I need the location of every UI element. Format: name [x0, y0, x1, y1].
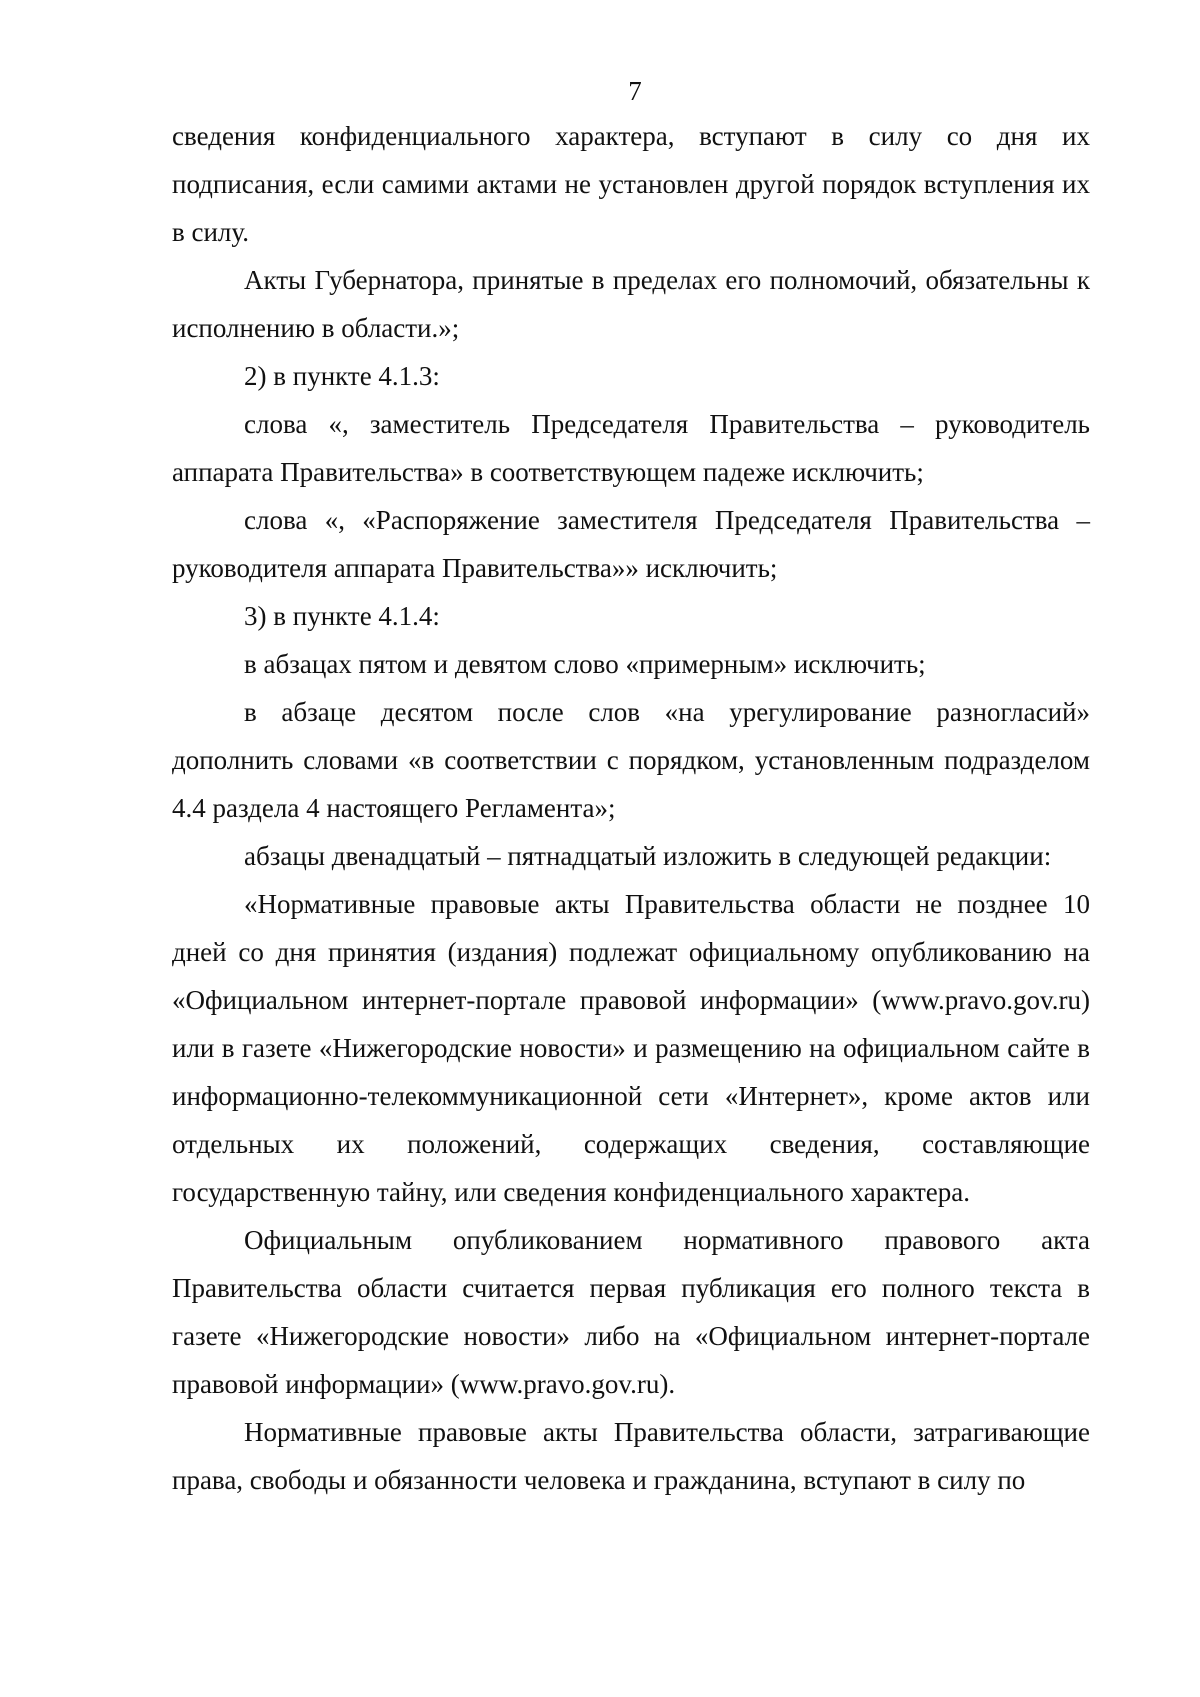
page-number: 7 [628, 76, 642, 106]
paragraph-9: абзацы двенадцатый – пятнадцатый изложить в следующей редакции: [244, 841, 1052, 871]
paragraph-12: Нормативные правовые акты Правительства области, затрагивающие права, свободы и обязанности человека и гражданина, вступают в силу по [172, 1417, 1090, 1495]
paragraph-3: 2) в пункте 4.1.3: [244, 361, 440, 391]
paragraph-1: сведения конфиденциального характера, вступают в силу со дня их подписания, если самими актами не установлен другой порядок вступления их в силу. [172, 121, 1090, 247]
paragraph-6: 3) в пункте 4.1.4: [244, 601, 440, 631]
paragraph-10: «Нормативные правовые акты Правительства области не позднее 10 дней со дня принятия (издания) подлежат официальному опубликованию на «Официальном интернет-портале правовой информации» (www.pravo.gov.ru) или в газете «Нижегородские новости» и размещению на официальном сайте в информационно-телекоммуникационной сети «Интернет», кроме актов или отдельных их положений, содержащих сведения, составляющие государственную тайну, или сведения конфиденциального характера. [172, 889, 1090, 1207]
paragraph-2: Акты Губернатора, принятые в пределах его полномочий, обязательны к исполнению в области.»; [172, 265, 1090, 343]
document-body [172, 112, 1090, 1504]
paragraph-11: Официальным опубликованием нормативного правового акта Правительства области считается первая публикация его полного текста в газете «Нижегородские новости» либо на «Официальном интернет-портале правовой информации» (www.pravo.gov.ru). [172, 1225, 1090, 1399]
paragraph-7: в абзацах пятом и девятом слово «примерным» исключить; [244, 649, 926, 679]
paragraph-5: слова «, «Распоряжение заместителя Председателя Правительства – руководителя аппарата Правительства»» исключить; [172, 505, 1090, 583]
paragraph-4: слова «, заместитель Председателя Правительства – руководитель аппарата Правительства» в соответствующем падеже исключить; [172, 409, 1090, 487]
paragraph-8: в абзаце десятом после слов «на урегулирование разногласий» дополнить словами «в соответствии с порядком, установленным подразделом 4.4 раздела 4 настоящего Регламента»; [172, 697, 1090, 823]
